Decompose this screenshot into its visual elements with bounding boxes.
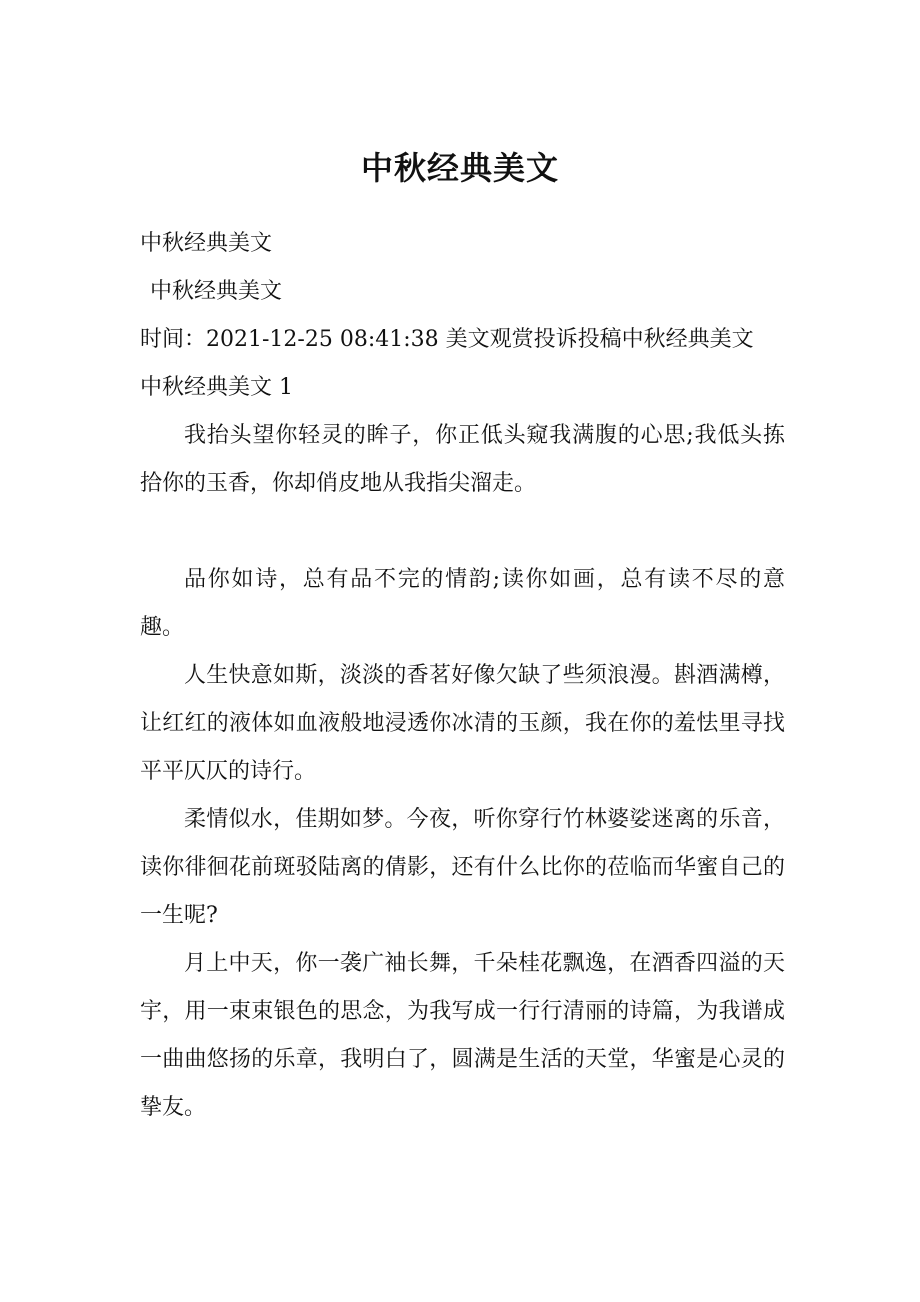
paragraph-gap [140,508,785,556]
sub-heading-line: 中秋经典美文 [150,279,283,304]
meta-line: 时间：2021-12-25 08:41:38 美文观赏投诉投稿中秋经典美文 [140,327,754,352]
page-title: 中秋经典美文 [360,149,559,187]
document-body [140,220,785,1132]
paragraph-3: 人生快意如斯，淡淡的香茗好像欠缺了些须浪漫。斟酒满樽，让红红的液体如血液般地浸透你冰清的玉颜，我在你的羞怯里寻找平平仄仄的诗行。 [140,663,785,784]
heading-line: 中秋经典美文 [140,231,273,256]
section-heading: 中秋经典美文 1 [140,375,293,400]
paragraph-1: 我抬头望你轻灵的眸子，你正低头窥我满腹的心思;我低头拣拾你的玉香，你却俏皮地从我指尖溜走。 [140,423,785,496]
paragraph-2: 品你如诗，总有品不完的情韵;读你如画，总有读不尽的意趣。 [140,567,785,640]
paragraph-5: 月上中天，你一袭广袖长舞，千朵桂花飘逸，在酒香四溢的天宇，用一束束银色的思念，为我写成一行行清丽的诗篇，为我谱成一曲曲悠扬的乐章，我明白了，圆满是生活的天堂，华蜜是心灵的挚友。 [140,951,785,1120]
paragraph-4: 柔情似水，佳期如梦。今夜，听你穿行竹林婆娑迷离的乐音，读你徘徊花前斑驳陆离的倩影，还有什么比你的莅临而华蜜自己的一生呢? [140,807,785,928]
